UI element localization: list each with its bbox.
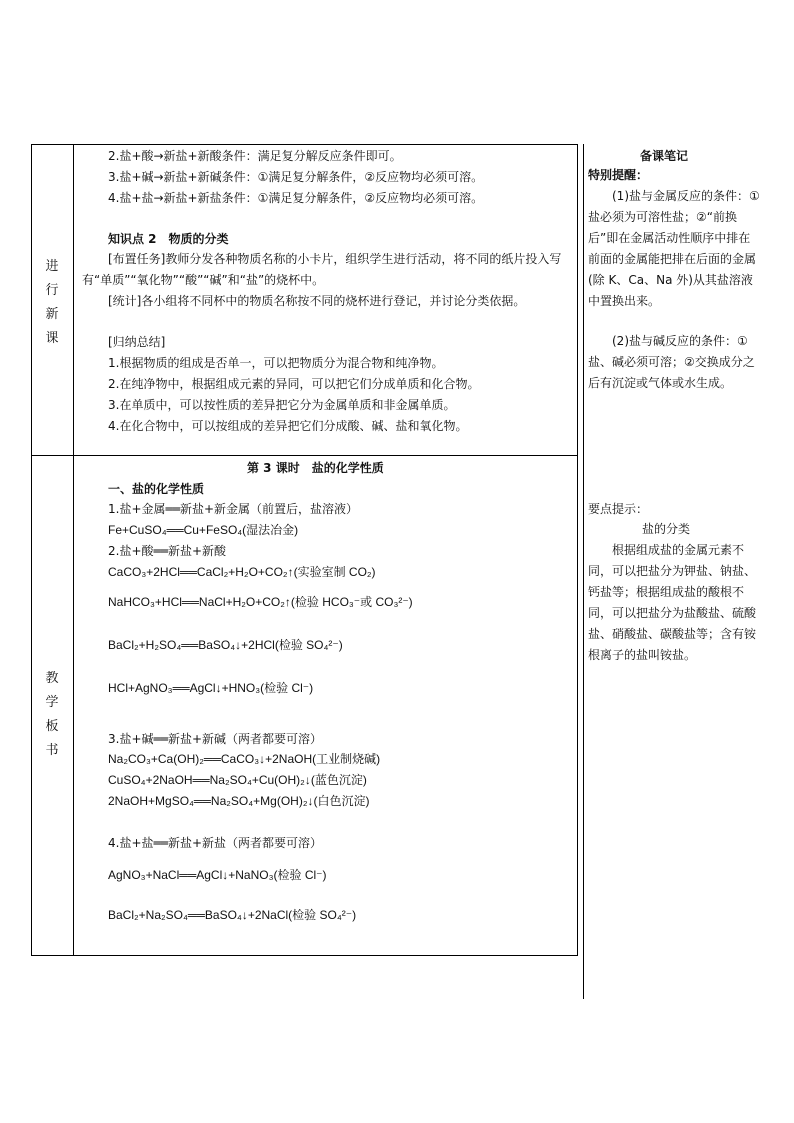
equation-9: AgNO₃+NaCl══AgCl↓+NaNO₃(检验 Cl⁻) <box>108 868 327 882</box>
label-char: 书 <box>45 743 59 758</box>
table-row-divider <box>31 455 578 456</box>
key-points-text: 根据组成盐的金属元素不同，可以把盐分为钾盐、钠盐、钙盐等；根据组成盐的酸根不同，可以把盐分为盐酸盐、硫酸盐、硝酸盐、碳酸盐等；含有铵根离子的盐叫铵盐。 <box>588 543 757 662</box>
label-char: 行 <box>45 283 59 298</box>
label-char: 课 <box>45 331 59 346</box>
summary-item-3: 3.在单质中，可以按性质的差异把它分为金属单质和非金属单质。 <box>108 398 456 412</box>
rule-line-3: 3.盐+碱→新盐+新碱条件：①满足复分解条件，②反应物均必须可溶。 <box>108 170 484 184</box>
notes-title: 备课笔记 <box>640 149 689 163</box>
task-paragraph: [布置任务]教师分发各种物质名称的小卡片，组织学生进行活动，将不同的纸片投入写有“单质”“氧化物”“酸”“碱”和“盐”的烧杯中。 <box>82 252 562 287</box>
equation-6: Na₂CO₃+Ca(OH)₂══CaCO₃↓+2NaOH(工业制烧碱) <box>108 752 381 766</box>
equation-3: NaHCO₃+HCl══NaCl+H₂O+CO₂↑(检验 HCO₃⁻或 CO₃²⁻) <box>108 595 413 609</box>
rule-line-2: 2.盐+酸→新盐+新酸条件：满足复分解反应条件即可。 <box>108 149 402 163</box>
equation-7: CuSO₄+2NaOH══Na₂SO₄+Cu(OH)₂↓(蓝色沉淀) <box>108 773 367 787</box>
statistics-paragraph: [统计]各小组将不同杯中的物质名称按不同的烧杯进行登记，并讨论分类依据。 <box>108 294 526 308</box>
reminder-paragraph-1: (1)盐与金属反应的条件：①盐必须为可溶性盐；②“前换后”即在金属活动性顺序中排在前面的金属能把排在后面的金属(除 K、Ca、Na 外)从其盐溶液中置换出来。 <box>588 189 760 308</box>
reminder-paragraph-2: (2)盐与碱反应的条件：①盐、碱必须可溶；②交换成分之后有沉淀或气体或水生成。 <box>588 334 755 390</box>
property-2: 2.盐+酸══新盐+新酸 <box>108 544 227 558</box>
key-points-label: 要点提示： <box>588 502 649 516</box>
key-points-title: 盐的分类 <box>642 522 691 536</box>
property-1: 1.盐+金属══新盐+新金属（前置后，盐溶液） <box>108 502 359 516</box>
equation-1: Fe+CuSO₄══Cu+FeSO₄(湿法冶金) <box>108 523 299 537</box>
label-char: 新 <box>45 307 59 322</box>
equation-10: BaCl₂+Na₂SO₄══BaSO₄↓+2NaCl(检验 SO₄²⁻) <box>108 908 357 922</box>
property-4: 4.盐+盐══新盐+新盐（两者都要可溶） <box>108 836 323 850</box>
summary-item-2: 2.在纯净物中，根据组成元素的异同，可以把它们分成单质和化合物。 <box>108 377 480 391</box>
equation-4: BaCl₂+H₂SO₄══BaSO₄↓+2HCl(检验 SO₄²⁻) <box>108 638 343 652</box>
rule-line-4: 4.盐+盐→新盐+新盐条件：①满足复分解条件，②反应物均必须可溶。 <box>108 191 484 205</box>
summary-title: [归纳总结] <box>108 335 166 349</box>
section-label-board-writing <box>42 667 62 763</box>
label-char: 学 <box>45 695 59 710</box>
summary-item-4: 4.在化合物中，可以按组成的差异把它们分成酸、碱、盐和氧化物。 <box>108 419 468 433</box>
notes-column-divider <box>583 144 584 999</box>
special-reminder-label: 特别提醒： <box>588 168 649 182</box>
section-heading: 一、盐的化学性质 <box>108 482 205 496</box>
label-char: 教 <box>45 671 59 686</box>
label-char: 板 <box>45 719 59 734</box>
table-top-border <box>31 144 578 145</box>
table-right-border <box>577 144 578 956</box>
table-bottom-border <box>31 955 578 956</box>
equation-2: CaCO₃+2HCl══CaCl₂+H₂O+CO₂↑(实验室制 CO₂) <box>108 565 376 579</box>
label-char: 进 <box>45 259 59 274</box>
summary-item-1: 1.根据物质的组成是否单一，可以把物质分为混合物和纯净物。 <box>108 356 444 370</box>
table-left-border <box>31 144 32 956</box>
table-label-divider <box>73 144 74 956</box>
lesson-title: 第 3 课时 盐的化学性质 <box>247 461 384 475</box>
equation-5: HCl+AgNO₃══AgCl↓+HNO₃(检验 Cl⁻) <box>108 681 314 695</box>
equation-8: 2NaOH+MgSO₄══Na₂SO₄+Mg(OH)₂↓(白色沉淀) <box>108 794 370 808</box>
knowledge-point-title: 知识点 2 物质的分类 <box>108 232 229 246</box>
property-3: 3.盐+碱══新盐+新碱（两者都要可溶） <box>108 732 323 746</box>
section-label-new-lesson <box>42 255 62 351</box>
